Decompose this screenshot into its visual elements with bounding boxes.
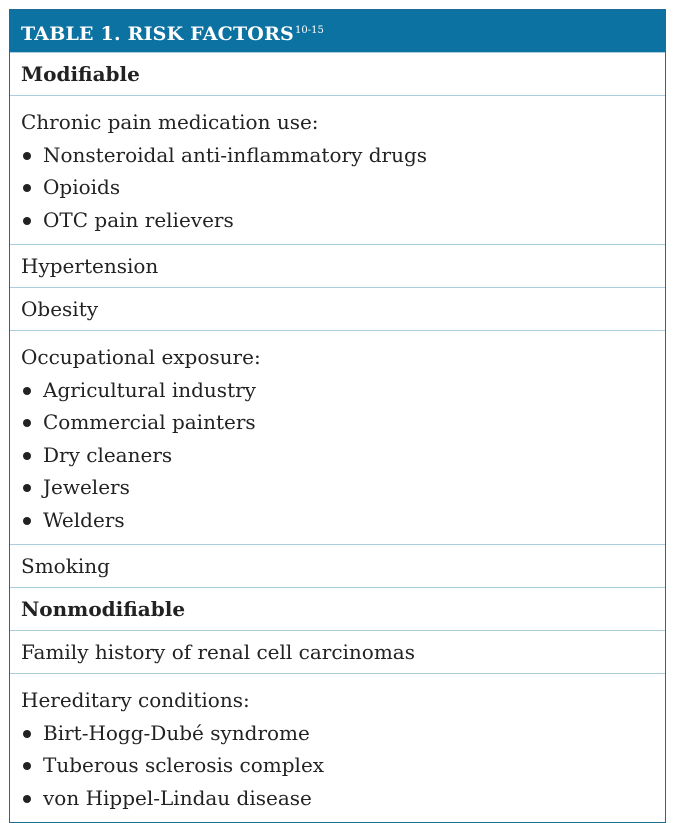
list-item: Agricultural industry bbox=[21, 374, 665, 407]
list-item: Welders bbox=[21, 504, 665, 537]
list-item: Jewelers bbox=[21, 471, 665, 504]
row-label: Chronic pain medication use: bbox=[21, 110, 319, 134]
list-item: von Hippel-Lindau disease bbox=[21, 782, 665, 815]
table-row-smoking: Smoking bbox=[10, 544, 665, 587]
list-item: OTC pain relievers bbox=[21, 204, 665, 237]
list-item: Dry cleaners bbox=[21, 439, 665, 472]
table-row-chronic-pain-medication bbox=[10, 95, 665, 244]
row-label: Hereditary conditions: bbox=[21, 688, 250, 712]
row-label: Occupational exposure: bbox=[21, 345, 261, 369]
list-item: Birt-Hogg-Dubé syndrome bbox=[21, 717, 665, 750]
risk-factors-table bbox=[9, 9, 666, 823]
table-title-references: 10-15 bbox=[294, 25, 324, 36]
section-heading-modifiable: Modifiable bbox=[10, 52, 665, 95]
table-row-hypertension: Hypertension bbox=[10, 244, 665, 287]
list-item: Tuberous sclerosis complex bbox=[21, 749, 665, 782]
table-row-hereditary-conditions bbox=[10, 673, 665, 822]
table-row-occupational-exposure bbox=[10, 330, 665, 544]
list-item: Nonsteroidal anti-inflammatory drugs bbox=[21, 139, 665, 172]
table-row-family-history: Family history of renal cell carcinomas bbox=[10, 630, 665, 673]
table-title-text: TABLE 1. RISK FACTORS bbox=[21, 23, 294, 45]
section-heading-nonmodifiable: Nonmodifiable bbox=[10, 587, 665, 630]
list-item: Opioids bbox=[21, 171, 665, 204]
table-row-obesity: Obesity bbox=[10, 287, 665, 330]
list-item: Commercial painters bbox=[21, 406, 665, 439]
table-title bbox=[10, 10, 665, 52]
